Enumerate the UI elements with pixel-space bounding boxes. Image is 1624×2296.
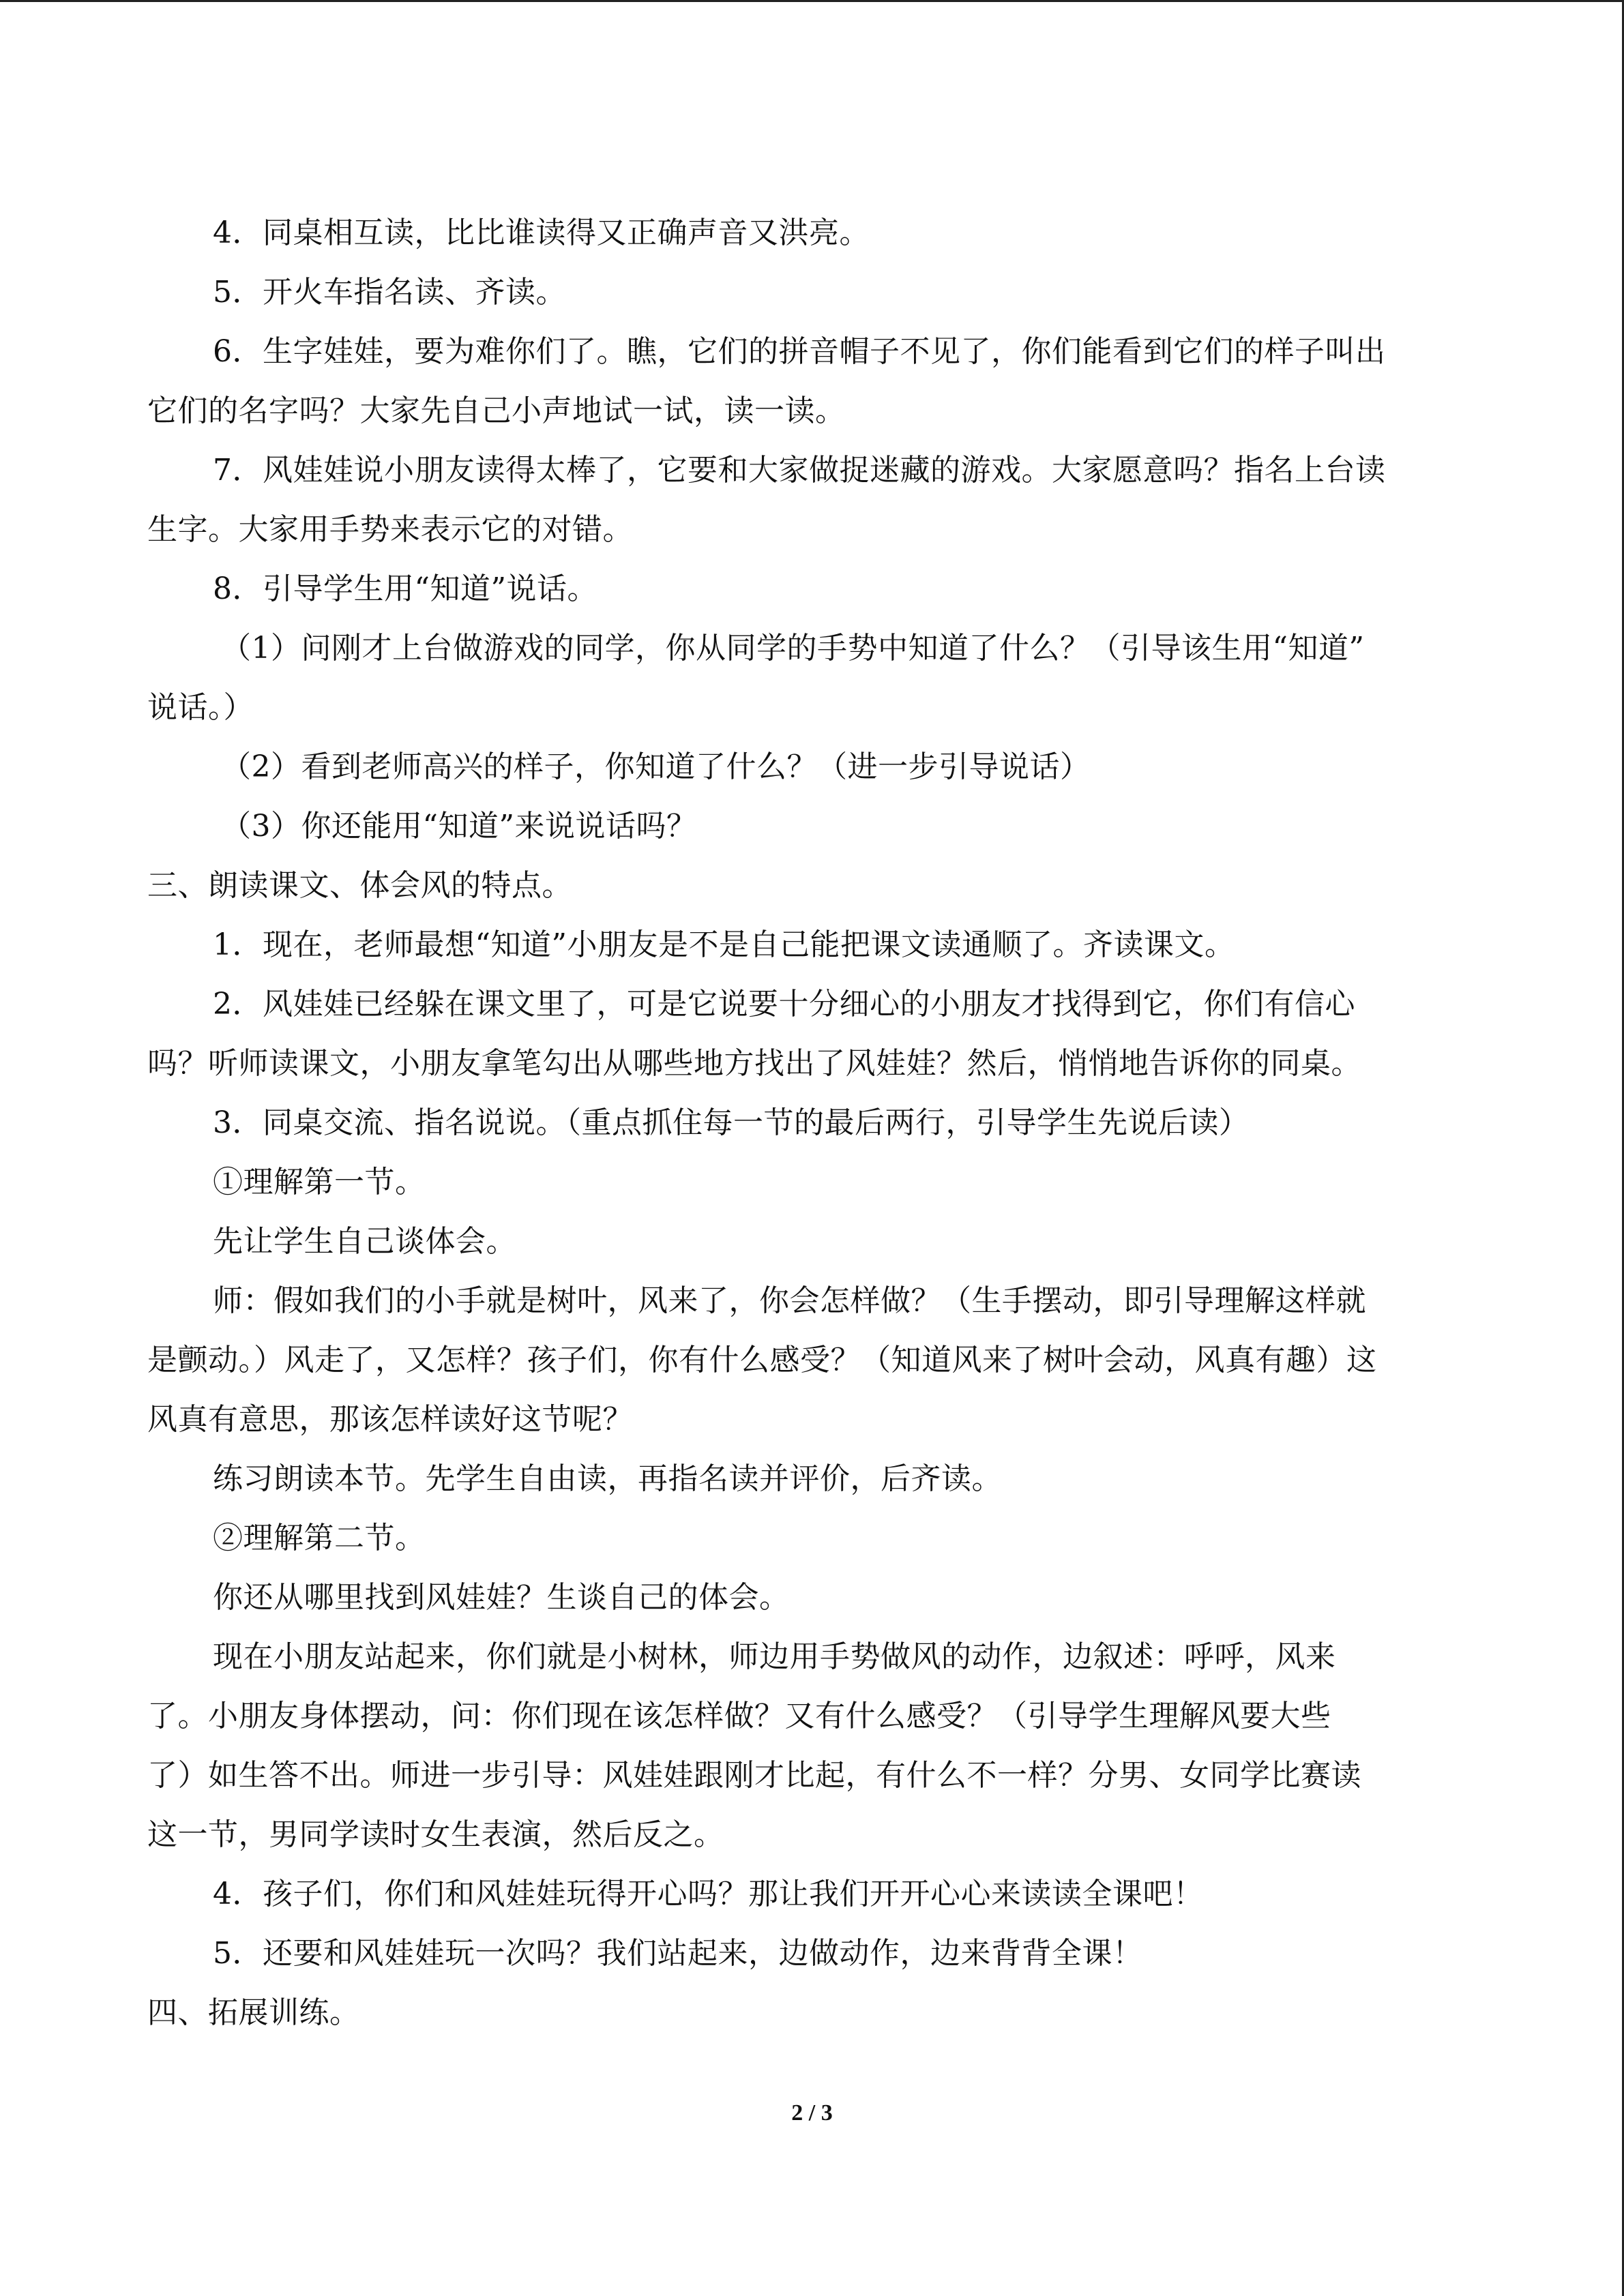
page-number: 2 / 3 [791,2100,833,2126]
text-line: 5．还要和风娃娃玩一次吗？我们站起来，边做动作，边来背背全课！ [213,1936,1143,1971]
text-line: 现在小朋友站起来，你们就是小树林，师边用手势做风的动作，边叙述：呼呼，风来 [213,1639,1336,1674]
text-line: 5．开火车指名读、齐读。 [213,275,566,310]
text-line: 了。小朋友身体摆动，问：你们现在该怎样做？又有什么感受？（引导学生理解风要大些 [147,1699,1331,1733]
text-line: 你还从哪里找到风娃娃？生谈自己的体会。 [213,1580,790,1615]
text-line: 3．同桌交流、指名说说。（重点抓住每一节的最后两行，引导学生先说后读） [213,1105,1250,1140]
section-heading: 三、朗读课文、体会风的特点。 [147,868,572,903]
text-line: 4．孩子们，你们和风娃娃玩得开心吗？那让我们开开心心来读读全课吧！ [213,1877,1204,1911]
text-line: 风真有意思，那该怎样读好这节呢？ [147,1402,633,1437]
text-line: 2．风娃娃已经躲在课文里了，可是它说要十分细心的小朋友才找得到它，你们有信心 [213,987,1355,1022]
text-line: 练习朗读本节。先学生自由读，再指名读并评价，后齐读。 [213,1461,1002,1496]
text-line: 说话。） [147,690,254,725]
text-line: 生字。大家用手势来表示它的对错。 [147,512,633,547]
text-line: 6．生字娃娃，要为难你们了。瞧，它们的拼音帽子不见了，你们能看到它们的样子叫出 [213,334,1386,369]
text-line: 8．引导学生用“知道”说话。 [213,571,597,606]
text-line: 是颤动。）风走了，又怎样？孩子们，你有什么感受？（知道风来了树叶会动，风真有趣）这 [147,1343,1377,1377]
text-line: 它们的名字吗？大家先自己小声地试一试，读一读。 [147,393,846,428]
text-line: ②理解第二节。 [213,1521,426,1555]
page-border-top [0,0,1624,2]
text-line: （3）你还能用“知道”来说说话吗？ [221,809,697,844]
text-line: 先让学生自己谈体会。 [213,1224,516,1259]
text-line: 师：假如我们的小手就是树叶，风来了，你会怎样做？（生手摆动，即引导理解这样就 [213,1283,1366,1318]
text-line: 4．同桌相互读，比比谁读得又正确声音又洪亮。 [213,215,870,250]
document-body [147,203,1477,2042]
text-line: （1）问刚才上台做游戏的同学，你从同学的手势中知道了什么？（引导该生用“知道” [221,631,1365,666]
section-heading: 四、拓展训练。 [147,1995,360,2030]
text-line: ①理解第一节。 [213,1165,426,1199]
text-line: 了）如生答不出。师进一步引导：风娃娃跟刚才比起，有什么不一样？分男、女同学比赛读 [147,1758,1361,1793]
text-line: 这一节，男同学读时女生表演，然后反之。 [147,1817,724,1852]
text-line: 吗？听师读课文，小朋友拿笔勾出从哪些地方找出了风娃娃？然后，悄悄地告诉你的同桌。 [147,1046,1361,1081]
text-line: （2）看到老师高兴的样子，你知道了什么？（进一步引导说话） [221,749,1091,784]
text-line: 1．现在，老师最想“知道”小朋友是不是自己能把课文读通顺了。齐读课文。 [213,927,1235,962]
text-line: 7．风娃娃说小朋友读得太棒了，它要和大家做捉迷藏的游戏。大家愿意吗？指名上台读 [213,453,1386,488]
